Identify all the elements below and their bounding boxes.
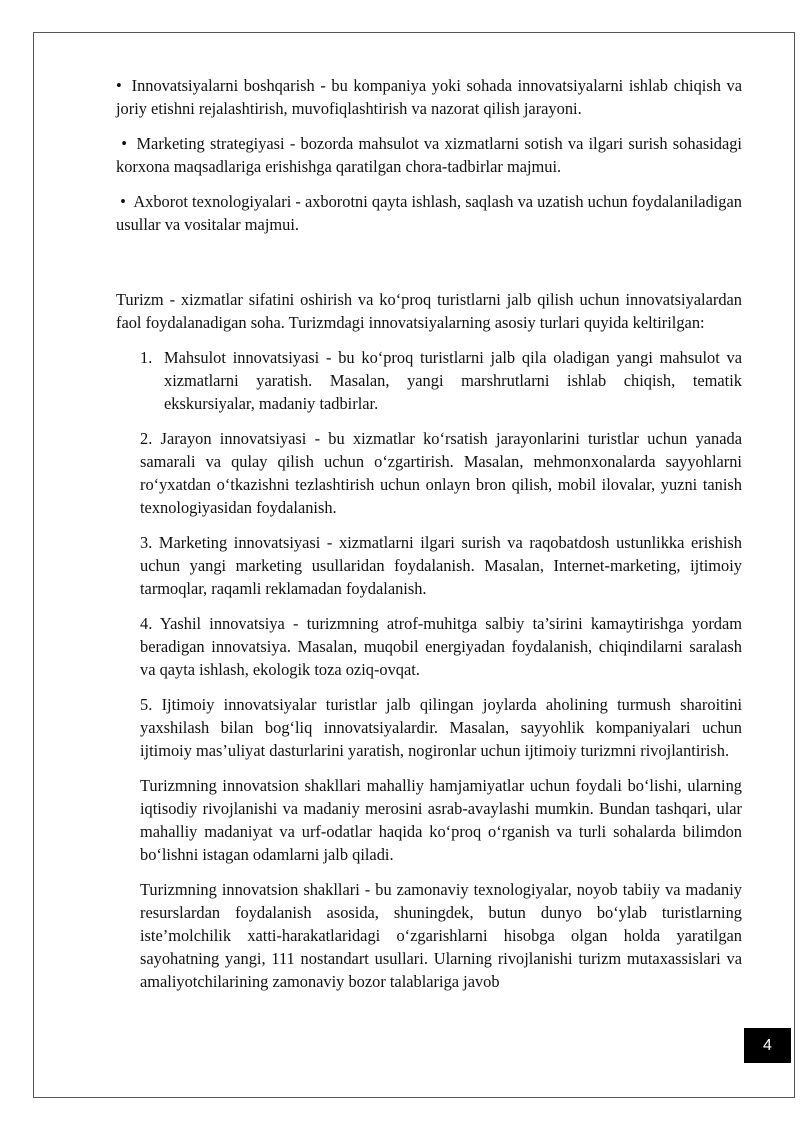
- bullet-item: • Innovatsiyalarni boshqarish - bu kompaniya yoki sohada innovatsiyalarni ishlab chiqish va joriy etishni rejalashtirish, muvofiqlashtirish va nazorat qilish jarayoni.: [116, 76, 742, 118]
- intro-paragraph: Turizm - xizmatlar sifatini oshirish va ko‘proq turistlarni jalb qilish uchun innovatsiyalardan faol foydalanadigan soha. Turizmdagi innovatsiyalarning asosiy turlari quyida keltirilgan:: [116, 290, 742, 332]
- list-item: 3. Marketing innovatsiyasi - xizmatlarni ilgari surish va raqobatdosh ustunlikka erishish uchun yangi marketing usullaridan foydalanish. Masalan, Internet-marketing, ijtimoiy tarmoqlar, raqamli reklamadan foydalanish.: [140, 533, 742, 598]
- bullet-icon: •: [120, 192, 126, 211]
- page-number: 4: [744, 1028, 791, 1063]
- document-body: [116, 74, 742, 1005]
- bullet-item: • Axborot texnologiyalari - axborotni qayta ishlash, saqlash va uzatish uchun foydalaniladigan usullar va vositalar majmui.: [116, 192, 742, 234]
- bullet-item: • Marketing strategiyasi - bozorda mahsulot va xizmatlarni sotish va ilgari surish sohasidagi korxona maqsadlariga erishishga qaratilgan chora-tadbirlar majmui.: [116, 134, 742, 176]
- list-item: 4. Yashil innovatsiya - turizmning atrof-muhitga salbiy ta’sirini kamaytirishga yordam beradigan innovatsiya. Masalan, muqobil energiyadan foydalanish, chiqindilarni saralash va qayta ishlash, ekologik toza oziq-ovqat.: [140, 614, 742, 679]
- list-item-text: Mahsulot innovatsiyasi - bu ko‘proq turistlarni jalb qila oladigan yangi mahsulot va xizmatlarni yaratish. Masalan, yangi marshrutlarni ishlab chiqish, tematik ekskursiyalar, madaniy tadbirlar.: [164, 348, 742, 413]
- body-paragraph: Turizmning innovatsion shakllari mahalliy hamjamiyatlar uchun foydali bo‘lishi, ularning iqtisodiy rivojlanishi va madaniy merosini asrab-avaylashi mumkin. Bundan tashqari, ular mahalliy madaniyat va urf-odatlar haqida ko‘proq o‘rganish va turli sohalarda bilimdon bo‘lishni istagan odamlarni jalb qiladi.: [140, 776, 742, 864]
- body-paragraph: Turizmning innovatsion shakllari - bu zamonaviy texnologiyalar, noyob tabiiy va madaniy resurslardan foydalanish asosida, shuningdek, butun dunyo bo‘ylab turistlarning iste’molchilik xatti-harakatlaridagi o‘zgarishlarni hisobga olgan holda yaratilgan sayohatning yangi, 111 nostandart usullari. Ularning rivojlanishi turizm mutaxassislari va amaliyotchilarining zamonaviy bozor talablariga javob: [140, 880, 742, 991]
- list-item: [116, 346, 742, 415]
- list-item: 5. Ijtimoiy innovatsiyalar turistlar jalb qilingan joylarda aholining turmush sharoitini yaxshilash bilan bog‘liq innovatsiyalardir. Masalan, sayyohlik kompaniyalari uchun ijtimoiy mas’uliyat dasturlarini yaratish, nogironlar uchun ijtimoiy turizmni rivojlantirish.: [140, 695, 742, 760]
- bullet-icon: •: [121, 134, 127, 153]
- list-item: 2. Jarayon innovatsiyasi - bu xizmatlar ko‘rsatish jarayonlarini turistlar uchun yanada samarali va qulay qilish uchun o‘zgartirish. Masalan, mehmonxonalarda sayyohlarni ro‘yxatdan o‘tkazishni tezlashtirish uchun onlayn bron qilish, mobil ilovalar, yuzni tanish texnologiyasidan foydalanish.: [140, 429, 742, 517]
- list-number: 1.: [140, 348, 153, 367]
- bullet-icon: •: [116, 76, 122, 95]
